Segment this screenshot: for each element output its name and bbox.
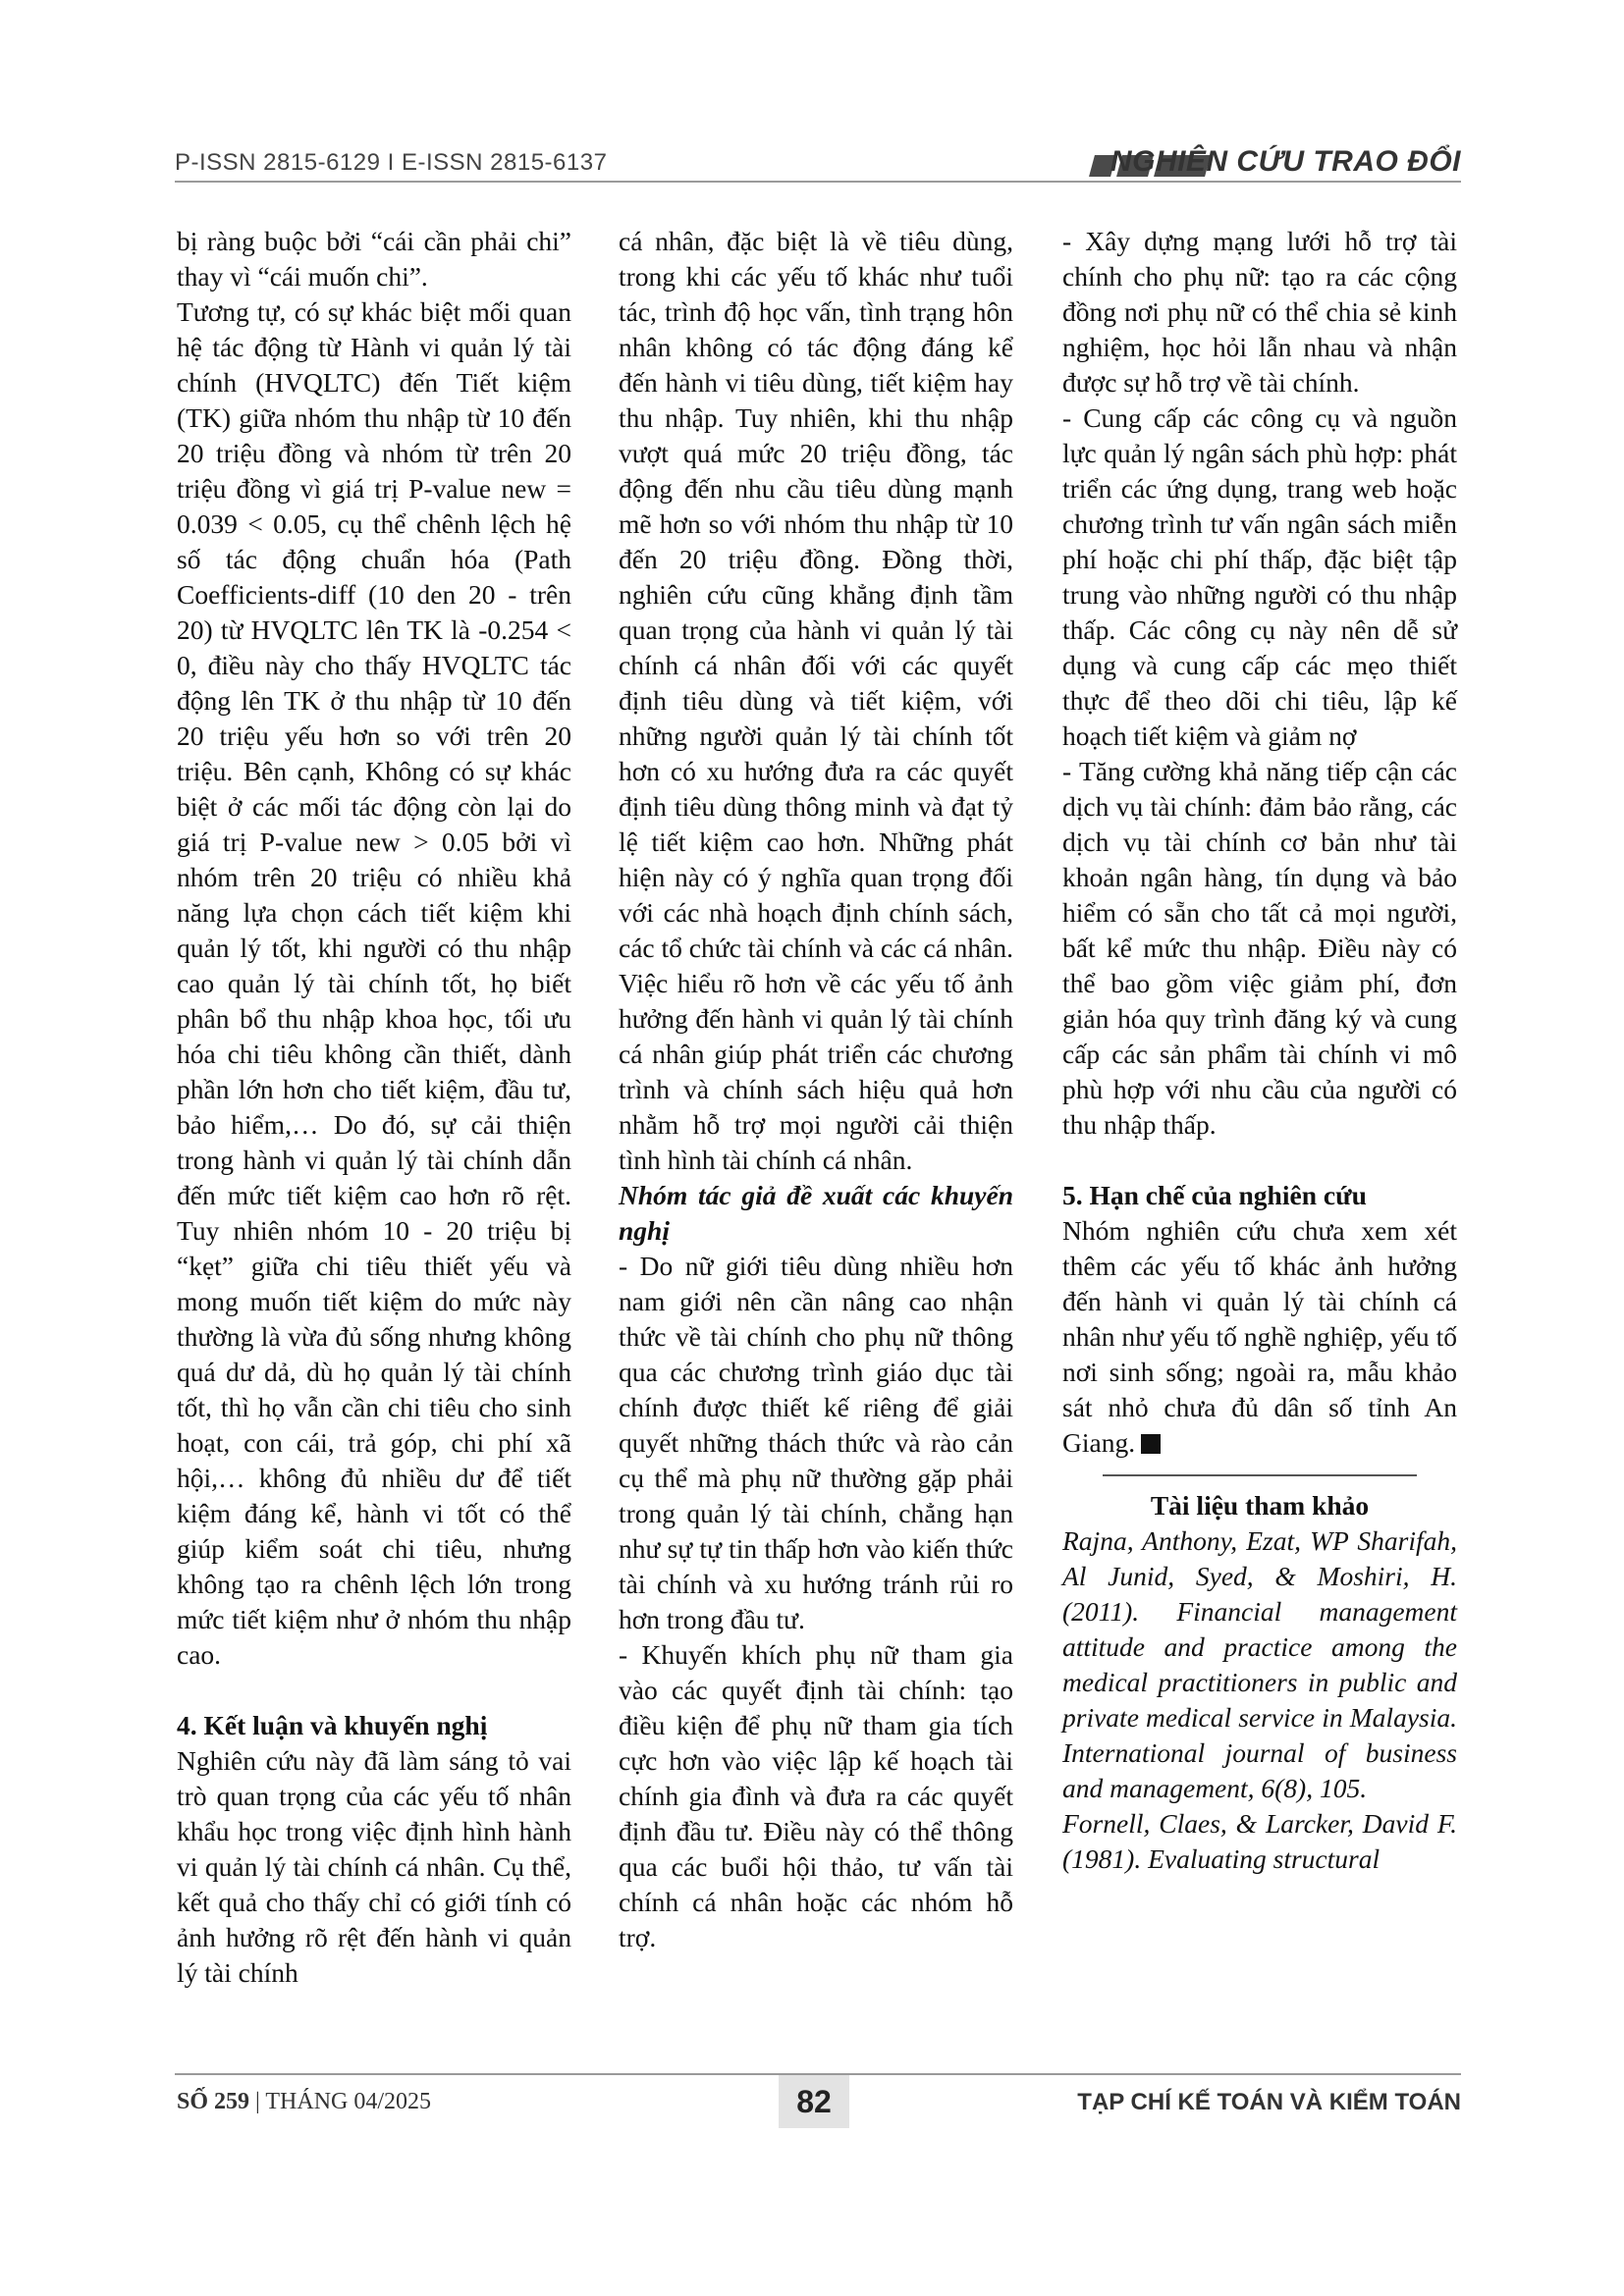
- end-of-article-icon: [1141, 1434, 1161, 1454]
- col2-paragraph-2: - Do nữ giới tiêu dùng nhiều hơn nam giới nên cần nâng cao nhận thức về tài chính cho phụ nữ thông qua các chương trình giáo dục tài chính được thiết kế riêng để giải quyết những thách thức và rào cản cụ thể mà phụ nữ thường gặp phải trong quản lý tài chính, chẳng hạn như sự tự tin thấp hơn vào kiến thức tài chính và xu hướng tránh rủi ro hơn trong đầu tư.: [619, 1251, 1013, 1634]
- col3-paragraph-4: [1062, 1213, 1457, 1461]
- header-section-title: NGHIÊN CỨU TRAO ĐỔI: [1110, 145, 1461, 178]
- col3-paragraph-3: - Tăng cường khả năng tiếp cận các dịch vụ tài chính: đảm bảo rằng, các dịch vụ tài chính cơ bản như tài khoản ngân hàng, tín dụng và bảo hiểm có sẵn cho tất cả mọi người, bất kể mức thu nhập. Điều này có thể bao gồm việc giảm phí, đơn giản hóa quy trình đăng ký và cung cấp các sản phẩm tài chính vi mô phù hợp với nhu cầu của người có thu nhập thấp.: [1062, 756, 1457, 1140]
- col1-paragraph-3: Nghiên cứu này đã làm sáng tỏ vai trò quan trọng của các yếu tố nhân khẩu học trong việc định hình hành vi quản lý tài chính cá nhân. Cụ thể, kết quả cho thấy chỉ có giới tính có ảnh hưởng rõ rệt đến hành vi quản lý tài chính: [177, 1745, 571, 1988]
- references-title: Tài liệu tham khảo: [1150, 1490, 1370, 1521]
- column-1: [177, 224, 571, 1991]
- reference-item: Fornell, Claes, & Larcker, David F. (1981). Evaluating structural: [1062, 1808, 1457, 1874]
- col1-paragraph-1: bị ràng buộc bởi “cái cần phải chi” thay vì “cái muốn chi”.: [177, 226, 571, 292]
- col1-paragraph-2: Tương tự, có sự khác biệt mối quan hệ tác động từ Hành vi quản lý tài chính (HVQLTC) đến Tiết kiệm (TK) giữa nhóm thu nhập từ 10 đến 20 triệu đồng và nhóm từ trên 20 triệu đồng vì giá trị P-value new = 0.039 < 0.05, cụ thể chênh lệch hệ số tác động chuẩn hóa (Path Coefficients-diff (10 den 20 - trên 20) từ HVQLTC lên TK là -0.254 < 0, điều này cho thấy HVQLTC tác động lên TK ở thu nhập từ 10 đến 20 triệu yếu hơn so với trên 20 triệu. Bên cạnh, Không có sự khác biệt ở các mối tác động còn lại do giá trị P-value new > 0.05 bởi vì nhóm trên 20 triệu có nhiều khả năng lựa chọn cách tiết kiệm khi quản lý tốt, khi người có thu nhập cao quản lý tài chính tốt, họ biết phân bổ thu nhập khoa học, tối ưu hóa chi tiêu không cần thiết, dành phần lớn hơn cho tiết kiệm, đầu tư, bảo hiểm,… Do đó, sự cải thiện trong hành vi quản lý tài chính dẫn đến mức tiết kiệm cao hơn rõ rệt. Tuy nhiên nhóm 10 - 20 triệu bị “kẹt” giữa chi tiêu thiết yếu và mong muốn tiết kiệm do mức này thường là vừa đủ sống nhưng không quá dư dả, dù họ quản lý tài chính tốt, thì họ vẫn cần chi tiêu cho sinh hoạt, con cái, trả góp, chi phí xã hội,… không đủ nhiều dư để tiết kiệm đáng kể, hành vi tốt có thể giúp kiểm soát chi tiêu, nhưng không tạo ra chênh lệch lớn trong mức tiết kiệm như ở nhóm thu nhập cao.: [177, 296, 571, 1670]
- header-rule: [175, 181, 1461, 183]
- reference-item: Rajna, Anthony, Ezat, WP Sharifah, Al Junid, Syed, & Moshiri, H. (2011). Financial management attitude and practice among the medical practitioners in public and private medical service in Malaysia. International journal of business and management, 6(8), 105.: [1062, 1525, 1457, 1803]
- limitations-text: Nhóm nghiên cứu chưa xem xét thêm các yếu tố khác ảnh hưởng đến hành vi quản lý tài chính cá nhân như yếu tố nghề nghiệp, yếu tố nơi sinh sống; ngoài ra, mẫu khảo sát nhỏ chưa đủ dân số tỉnh An Giang.: [1062, 1215, 1457, 1458]
- section-heading-conclusion: 4. Kết luận và khuyến nghị: [177, 1710, 488, 1740]
- references-separator: [1103, 1474, 1417, 1476]
- column-2: [619, 224, 1013, 1955]
- page-number: 82: [779, 2075, 849, 2128]
- footer-issue: [177, 2089, 431, 2115]
- section-heading-limitations: 5. Hạn chế của nghiên cứu: [1062, 1180, 1367, 1210]
- col3-paragraph-1: - Xây dựng mạng lưới hỗ trợ tài chính cho phụ nữ: tạo ra các cộng đồng nơi phụ nữ có thể chia sẻ kinh nghiệm, học hỏi lẫn nhau và nhận được sự hỗ trợ về tài chính.: [1062, 226, 1457, 398]
- header-issn: P-ISSN 2815-6129 I E-ISSN 2815-6137: [175, 149, 608, 176]
- column-3: [1062, 224, 1457, 1877]
- recommendations-subheading: Nhóm tác giả đề xuất các khuyến nghị: [619, 1180, 1013, 1246]
- col2-paragraph-3: - Khuyến khích phụ nữ tham gia vào các quyết định tài chính: tạo điều kiện để phụ nữ tham gia tích cực hơn vào việc lập kế hoạch tài chính gia đình và đưa ra các quyết định đầu tư. Điều này có thể thông qua các buổi hội thảo, tư vấn tài chính cá nhân hoặc các nhóm hỗ trợ.: [619, 1639, 1013, 1952]
- footer-journal-name: TẠP CHÍ KẾ TOÁN VÀ KIỂM TOÁN: [1077, 2089, 1461, 2115]
- col2-paragraph-1: cá nhân, đặc biệt là về tiêu dùng, trong khi các yếu tố khác như tuổi tác, trình độ học vấn, tình trạng hôn nhân không có tác động đáng kể đến hành vi tiêu dùng, tiết kiệm hay thu nhập. Tuy nhiên, khi thu nhập vượt quá mức 20 triệu đồng, tác động đến nhu cầu tiêu dùng mạnh mẽ hơn so với nhóm thu nhập từ 10 đến 20 triệu đồng. Đồng thời, nghiên cứu cũng khẳng định tầm quan trọng của hành vi quản lý tài chính cá nhân đối với các quyết định tiêu dùng và tiết kiệm, với những người quản lý tài chính tốt hơn có xu hướng đưa ra các quyết định tiêu dùng thông minh và đạt tỷ lệ tiết kiệm cao hơn. Những phát hiện này có ý nghĩa quan trọng đối với các nhà hoạch định chính sách, các tổ chức tài chính và các cá nhân. Việc hiểu rõ hơn về các yếu tố ảnh hưởng đến hành vi quản lý tài chính cá nhân giúp phát triển các chương trình và chính sách hiệu quả hơn nhằm hỗ trợ mọi người cải thiện tình hình tài chính cá nhân.: [619, 226, 1013, 1175]
- issue-number: SỐ 259: [177, 2089, 250, 2114]
- issue-month: | THÁNG 04/2025: [249, 2089, 432, 2114]
- col3-paragraph-2: - Cung cấp các công cụ và nguồn lực quản lý ngân sách phù hợp: phát triển các ứng dụng, trang web hoặc chương trình tư vấn ngân sách miễn phí hoặc chi phí thấp, đặc biệt tập trung vào những người có thu nhập thấp. Các công cụ này nên dễ sử dụng và cung cấp các mẹo thiết thực để theo dõi chi tiêu, lập kế hoạch tiết kiệm và giảm nợ: [1062, 402, 1457, 751]
